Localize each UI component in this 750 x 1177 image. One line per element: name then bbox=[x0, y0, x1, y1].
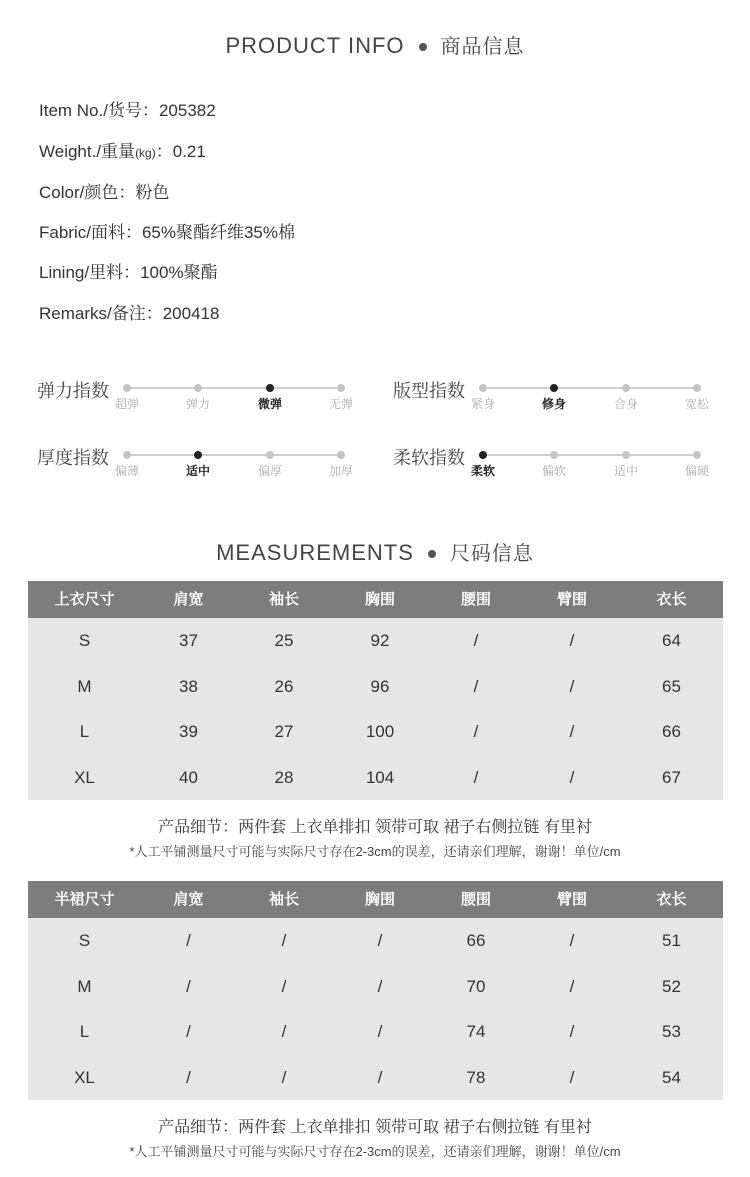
meter-option-0: 紧身 bbox=[470, 397, 496, 411]
table-row bbox=[28, 1009, 723, 1055]
meter-option-0: 柔软 bbox=[470, 464, 496, 478]
meter-dot-icon bbox=[693, 384, 701, 392]
table-cell: / bbox=[377, 1067, 383, 1087]
meter-option-0: 偏薄 bbox=[114, 464, 140, 478]
table-cell: 26 bbox=[274, 676, 294, 696]
meter-dot-icon bbox=[622, 384, 630, 392]
header-cell: 臂围 bbox=[556, 590, 587, 608]
table-cell: / bbox=[281, 1067, 287, 1087]
table-cell: / bbox=[569, 1022, 575, 1041]
skirt-detail-note: 产品细节：两件套 上衣单排扣 领带可取 裙子右侧拉链 有里衬 bbox=[158, 1119, 592, 1136]
meter-dot-icon bbox=[550, 451, 558, 459]
table-cell: 25 bbox=[274, 631, 294, 650]
table-cell: / bbox=[281, 976, 287, 996]
meter-track bbox=[127, 387, 341, 389]
thickness-meter-label: 厚度指数 bbox=[37, 448, 109, 469]
table-header bbox=[28, 881, 723, 918]
header-cell: 衣长 bbox=[656, 590, 687, 608]
table-cell: XL bbox=[74, 767, 95, 787]
table-cell: 66 bbox=[662, 722, 681, 741]
table-cell: / bbox=[281, 931, 287, 950]
meter-option-3: 加厚 bbox=[328, 464, 354, 478]
table-cell: / bbox=[473, 676, 479, 696]
table-cell: 100 bbox=[365, 722, 395, 741]
table-cell: 70 bbox=[466, 976, 486, 996]
table-cell: / bbox=[569, 976, 575, 996]
softness-meter bbox=[393, 444, 733, 494]
table-cell: 38 bbox=[179, 676, 198, 696]
table-cell: M bbox=[77, 676, 92, 696]
table-cell: / bbox=[569, 931, 575, 950]
table-cell: / bbox=[186, 1067, 191, 1087]
title-dot-icon bbox=[428, 550, 436, 558]
header-cell: 衣长 bbox=[656, 890, 687, 908]
meter-option-3: 无弹 bbox=[328, 397, 354, 411]
table-cell: 39 bbox=[179, 722, 198, 741]
table-cell: / bbox=[569, 1067, 575, 1087]
table-row bbox=[28, 709, 723, 755]
meter-track bbox=[483, 454, 697, 456]
measurements-title-cn: 尺码信息 bbox=[449, 541, 534, 565]
table-cell: 92 bbox=[370, 631, 390, 650]
measurements-title-en: MEASUREMENTS bbox=[216, 540, 414, 565]
meter-dot-icon bbox=[194, 451, 202, 459]
thickness-meter bbox=[37, 444, 377, 494]
meter-option-1: 偏软 bbox=[541, 464, 567, 478]
meter-dot-icon bbox=[550, 384, 558, 392]
table-cell: / bbox=[186, 1022, 191, 1041]
meter-option-0: 超弹 bbox=[114, 397, 140, 411]
table-cell: 65 bbox=[662, 676, 681, 696]
table-row bbox=[28, 1055, 723, 1101]
table-cell: / bbox=[186, 976, 191, 996]
fit-meter bbox=[393, 377, 733, 427]
table-row bbox=[28, 918, 723, 964]
top-size-table bbox=[28, 581, 723, 800]
meter-dot-icon bbox=[693, 451, 701, 459]
measurements-title bbox=[0, 537, 750, 566]
table-cell: 40 bbox=[179, 767, 198, 787]
elasticity-meter-label: 弹力指数 bbox=[37, 381, 109, 402]
table-cell: / bbox=[569, 722, 575, 741]
header-cell: 腰围 bbox=[460, 890, 491, 908]
table-cell: 53 bbox=[662, 1022, 681, 1041]
table-cell: 37 bbox=[179, 631, 198, 650]
color: Color/颜色：粉色 bbox=[39, 183, 170, 202]
header-cell: 臂围 bbox=[556, 890, 587, 908]
meter-dot-icon bbox=[479, 384, 487, 392]
top-disclaimer: *人工平铺测量尺寸可能与实际尺寸存在2-3cm的误差，还请亲们理解，谢谢！单位/cm bbox=[129, 844, 621, 859]
title-dot-icon bbox=[419, 43, 427, 51]
table-cell: / bbox=[377, 931, 383, 950]
header-cell: 袖长 bbox=[268, 590, 299, 608]
meter-dot-icon bbox=[123, 384, 131, 392]
meter-dot-icon bbox=[337, 384, 345, 392]
table-cell: XL bbox=[74, 1067, 95, 1087]
remarks: Remarks/备注：200418 bbox=[39, 304, 220, 323]
table-cell: L bbox=[79, 1022, 90, 1041]
table-cell: S bbox=[78, 931, 91, 950]
product-info-title-cn: 商品信息 bbox=[440, 34, 525, 58]
fit-meter-label: 版型指数 bbox=[393, 381, 465, 402]
table-cell: 64 bbox=[662, 631, 681, 650]
table-cell: / bbox=[473, 722, 479, 741]
meter-dot-icon bbox=[479, 451, 487, 459]
table-cell: 28 bbox=[274, 767, 294, 787]
meter-option-1: 弹力 bbox=[185, 397, 211, 411]
top-detail-note: 产品细节：两件套 上衣单排扣 领带可取 裙子右侧拉链 有里衬 bbox=[158, 819, 592, 836]
meter-option-1: 修身 bbox=[541, 397, 567, 411]
table-cell: M bbox=[77, 976, 92, 996]
meter-option-2: 微弹 bbox=[257, 397, 283, 411]
table-cell: 52 bbox=[662, 976, 681, 996]
table-cell: 67 bbox=[662, 767, 681, 787]
table-cell: / bbox=[377, 1022, 383, 1041]
weight-unit: (kg) bbox=[135, 146, 156, 160]
table-cell: / bbox=[473, 631, 479, 650]
header-cell: 腰围 bbox=[460, 590, 491, 608]
table-cell: / bbox=[186, 931, 191, 950]
meter-option-2: 偏厚 bbox=[257, 464, 283, 478]
lining: Lining/里料：100%聚酯 bbox=[39, 263, 218, 282]
table-header bbox=[28, 581, 723, 618]
table-cell: 78 bbox=[466, 1067, 486, 1087]
header-cell: 上衣尺寸 bbox=[54, 590, 115, 608]
table-cell: / bbox=[473, 767, 479, 787]
header-cell: 胸围 bbox=[364, 590, 395, 608]
meter-option-1: 适中 bbox=[185, 464, 211, 478]
table-cell: 66 bbox=[466, 931, 486, 950]
table-cell: L bbox=[79, 722, 90, 741]
meter-option-3: 偏硬 bbox=[684, 464, 710, 478]
product-info-title bbox=[0, 30, 750, 59]
table-row bbox=[28, 755, 723, 801]
item-number: Item No./货号：205382 bbox=[39, 101, 216, 120]
meter-dot-icon bbox=[266, 451, 274, 459]
meter-option-3: 宽松 bbox=[684, 397, 710, 411]
fabric: Fabric/面料：65%聚酯纤维35%棉 bbox=[39, 223, 296, 242]
header-cell: 肩宽 bbox=[173, 590, 204, 608]
skirt-disclaimer: *人工平铺测量尺寸可能与实际尺寸存在2-3cm的误差，还请亲们理解，谢谢！单位/cm bbox=[129, 1144, 621, 1159]
table-cell: 96 bbox=[370, 676, 390, 696]
meter-track bbox=[483, 387, 697, 389]
header-cell: 胸围 bbox=[364, 890, 395, 908]
product-info-title-en: PRODUCT INFO bbox=[225, 33, 405, 58]
table-cell: / bbox=[377, 976, 383, 996]
weight bbox=[39, 137, 206, 162]
table-row bbox=[28, 618, 723, 664]
table-cell: 104 bbox=[365, 767, 395, 787]
table-cell: S bbox=[78, 631, 91, 650]
weight-prefix: Weight./重量 bbox=[39, 142, 136, 161]
table-cell: 74 bbox=[466, 1022, 486, 1041]
meter-dot-icon bbox=[622, 451, 630, 459]
table-cell: / bbox=[569, 767, 575, 787]
header-cell: 袖长 bbox=[268, 890, 299, 908]
meter-option-2: 合身 bbox=[613, 397, 639, 411]
table-row bbox=[28, 664, 723, 710]
meter-option-2: 适中 bbox=[613, 464, 639, 478]
meter-dot-icon bbox=[266, 384, 274, 392]
meter-dot-icon bbox=[337, 451, 345, 459]
meter-dot-icon bbox=[194, 384, 202, 392]
skirt-size-table bbox=[28, 881, 723, 1100]
header-cell: 肩宽 bbox=[173, 890, 204, 908]
weight-value: ：0.21 bbox=[155, 142, 206, 161]
meter-dot-icon bbox=[123, 451, 131, 459]
header-cell: 半裙尺寸 bbox=[54, 890, 115, 908]
table-cell: / bbox=[281, 1022, 287, 1041]
meter-track bbox=[127, 454, 341, 456]
elasticity-meter bbox=[37, 377, 377, 427]
table-cell: 51 bbox=[662, 931, 681, 950]
table-cell: 54 bbox=[662, 1067, 681, 1087]
softness-meter-label: 柔软指数 bbox=[393, 448, 465, 469]
table-cell: / bbox=[569, 676, 575, 696]
table-cell: / bbox=[569, 631, 575, 650]
table-cell: 27 bbox=[274, 722, 294, 741]
table-row bbox=[28, 964, 723, 1010]
